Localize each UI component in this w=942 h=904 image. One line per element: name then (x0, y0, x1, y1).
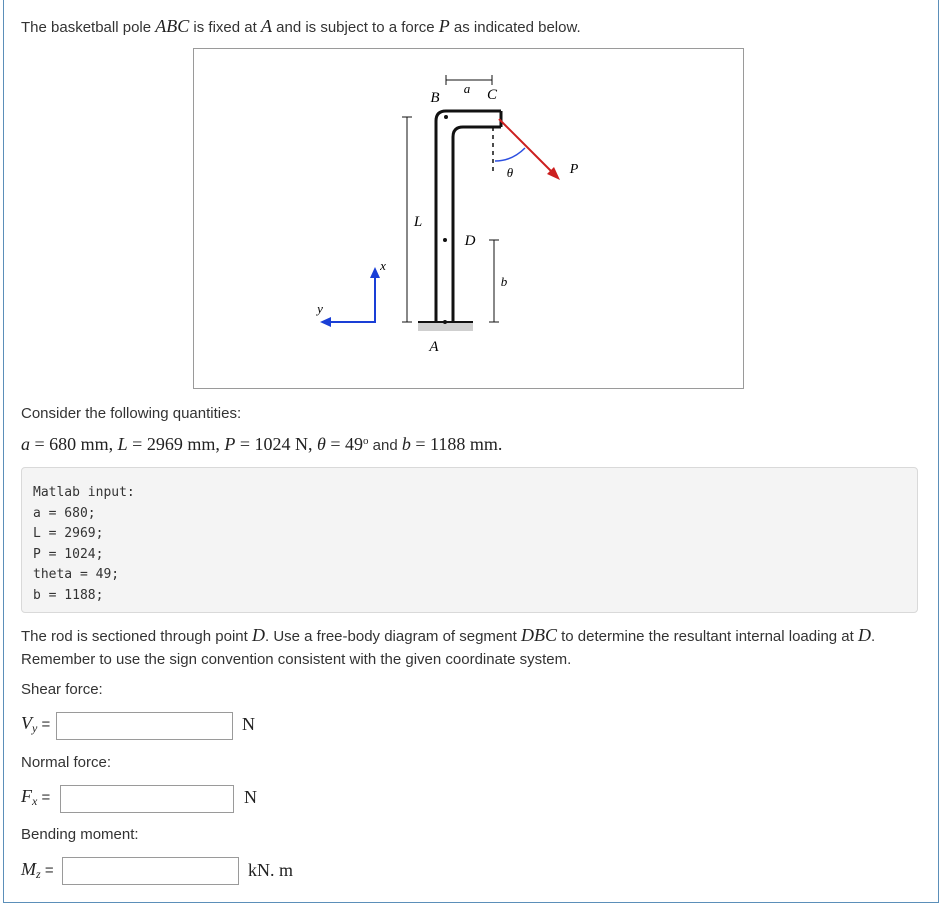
shear-force-heading: Shear force: (21, 681, 103, 698)
qty-theta-symbol: θ (316, 434, 326, 454)
normal-force-label (21, 786, 50, 809)
angle-theta-arc (495, 148, 525, 161)
pole-diagram (193, 48, 744, 389)
instructions-part-3: to determine the resultant internal loading at (556, 628, 858, 645)
intro-text-4: as indicated below. (449, 19, 581, 36)
degree-symbol: o (362, 435, 369, 447)
qty-and-text: and (368, 437, 402, 454)
x-axis-arrowhead (370, 267, 380, 278)
given-quantities (21, 434, 502, 455)
bending-moment-input[interactable] (62, 857, 239, 885)
label-theta: θ (506, 165, 514, 180)
moment-subscript: z (36, 867, 41, 881)
matlab-line: a = 680; (33, 505, 96, 521)
shear-force-input[interactable] (56, 712, 233, 740)
normal-force-heading: Normal force: (21, 754, 112, 771)
normal-subscript: x (32, 794, 38, 808)
label-B: B (430, 90, 440, 106)
point-D-dot (443, 238, 447, 242)
bending-moment-label (21, 859, 54, 882)
instructions-D-symbol: D (251, 625, 265, 645)
qty-b-value: = 1188 mm. (410, 434, 503, 454)
point-A-dot (443, 320, 447, 324)
instructions-segment-symbol: DBC (520, 625, 557, 645)
qty-a-value: = 680 mm, (30, 434, 118, 454)
moment-symbol: M (21, 859, 36, 879)
qty-theta-value: = 49 (325, 434, 363, 454)
label-x: x (380, 258, 386, 273)
shear-force-unit: N (242, 714, 255, 734)
normal-force-unit: N (244, 787, 257, 807)
qty-b-symbol: b (401, 434, 411, 454)
point-B-dot (444, 115, 448, 119)
label-P: P (569, 162, 579, 177)
label-C: C (486, 87, 498, 103)
intro-text-1: The basketball pole (21, 19, 156, 36)
label-L: L (413, 214, 423, 230)
shear-subscript: y (32, 721, 38, 735)
matlab-line: L = 2969; (33, 526, 104, 541)
pole-symbol: ABC (155, 16, 190, 36)
moment-equals: = (40, 862, 54, 879)
matlab-line: P = 1024; (33, 546, 104, 562)
bending-moment-heading: Bending moment: (21, 826, 139, 843)
shear-force-label (21, 713, 50, 736)
label-A: A (429, 339, 439, 355)
matlab-input-block (21, 467, 918, 613)
normal-equals: = (37, 789, 51, 806)
qty-P-value: = 1024 N, (235, 434, 317, 454)
instructions-text (21, 624, 921, 671)
label-b: b (500, 274, 508, 289)
pole-diagram-svg (194, 49, 745, 390)
normal-force-input[interactable] (60, 785, 234, 813)
instructions-part-5: Remember to use the sign convention consistent with the given coordinate system. (21, 651, 572, 668)
instructions-part-1: The rod is sectioned through point (21, 628, 252, 645)
instructions-part-4: . (870, 628, 876, 645)
problem-statement (21, 16, 581, 37)
qty-L-value: = 2969 mm, (127, 434, 225, 454)
matlab-line: b = 1188; (33, 587, 104, 603)
bending-moment-unit: kN. m (248, 860, 293, 880)
shear-equals: = (37, 716, 51, 733)
consider-text: Consider the following quantities: (21, 405, 242, 422)
intro-text-3: and is subject to a force (271, 19, 439, 36)
qty-a-symbol: a (21, 434, 30, 454)
matlab-line: Matlab input: (33, 485, 135, 500)
pole-outer-edge (436, 111, 501, 322)
matlab-line: theta = 49; (33, 567, 120, 582)
fixed-point-symbol: A (260, 16, 272, 36)
intro-text-2: is fixed at (189, 19, 261, 36)
y-axis-arrowhead (320, 317, 331, 327)
label-D: D (464, 233, 476, 249)
normal-symbol: F (21, 786, 32, 806)
shear-symbol: V (21, 713, 32, 733)
force-symbol: P (438, 16, 450, 36)
qty-L-symbol: L (117, 434, 128, 454)
label-y: y (317, 301, 323, 316)
instructions-D-symbol-2: D (857, 625, 871, 645)
label-a: a (463, 81, 471, 96)
qty-P-symbol: P (224, 434, 236, 454)
instructions-part-2: . Use a free-body diagram of segment (264, 628, 521, 645)
